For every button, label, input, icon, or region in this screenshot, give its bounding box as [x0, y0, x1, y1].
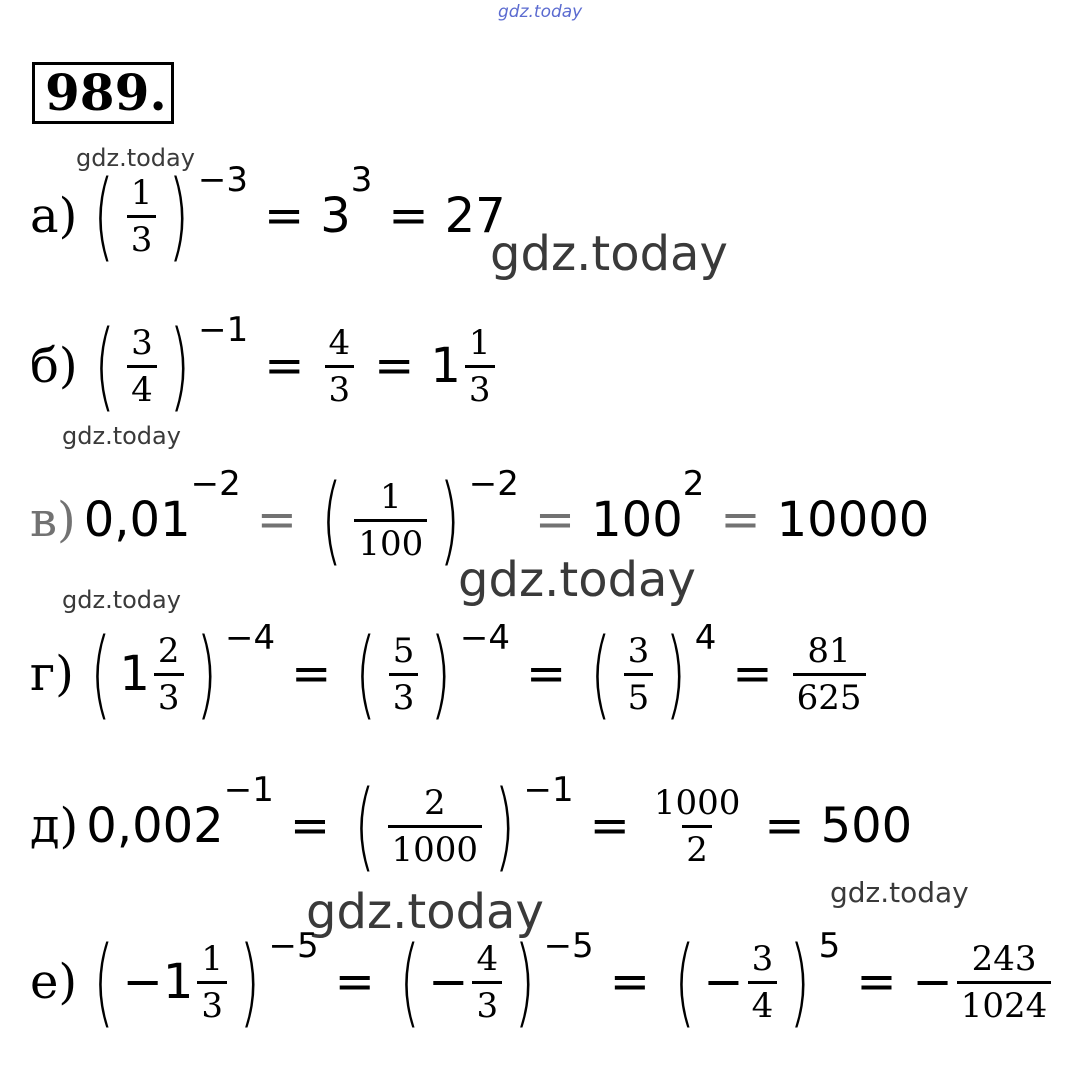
item-label: в) [30, 492, 76, 548]
fraction: $\frac{243}{1024}$ [957, 939, 1052, 1026]
item-label: а) [30, 188, 78, 244]
fraction: $\frac{3}{4}$ [748, 939, 778, 1026]
fraction: $\frac{1}{3}$ [197, 939, 227, 1026]
watermark: gdz.today [62, 422, 181, 450]
watermark-top: gdz.today [498, 2, 583, 22]
fraction: $\frac{5}{3}$ [389, 631, 419, 718]
row-d: д) 0,002 −1 = ( $\frac{2}{1000}$ ) −1 = $\frac{1000}{2}$ = 500 [30, 770, 913, 882]
item-label: е) [30, 954, 78, 1010]
power: ( $\frac{1}{100}$ ) −2 [321, 464, 519, 576]
item-label: б) [30, 338, 78, 394]
watermark: gdz.today [76, 144, 195, 172]
power: ( $\frac{3}{4}$ ) −1 [94, 310, 249, 422]
power: ( $\frac{3}{5}$ ) 4 [590, 618, 717, 730]
watermark: gdz.today [490, 226, 728, 282]
watermark: gdz.today [306, 884, 544, 940]
fraction: $\frac{3}{4}$ [127, 323, 157, 410]
watermark: gdz.today [62, 586, 181, 614]
row-e: е) ( − 1 $\frac{1}{3}$ ) −5 = ( − $\frac{4}{3}$ ) −5 = ( − $\frac{3}{4}$ ) 5 = − $\frac{243}{1024}$ [30, 934, 1055, 1030]
fraction: $\frac{1}{100}$ [354, 477, 427, 564]
problem-number: 989. [32, 62, 174, 124]
fraction: $\frac{2}{1000}$ [388, 783, 483, 870]
power: ( − 1 $\frac{1}{3}$ ) −5 [93, 926, 319, 1038]
item-label: д) [30, 798, 79, 854]
watermark: gdz.today [830, 876, 969, 909]
row-v: в) 0,01 −2 = ( $\frac{1}{100}$ ) −2 = 100 2 = 10000 [30, 464, 930, 576]
row-a: а) ( $\frac{1}{3}$ ) −3 = 3 3 = 27 [30, 160, 506, 272]
row-b: б) ( $\frac{3}{4}$ ) −1 = $\frac{4}{3}$ = 1 $\frac{1}{3}$ [30, 318, 499, 414]
fraction: $\frac{1000}{2}$ [653, 782, 741, 870]
fraction: $\frac{3}{5}$ [624, 631, 654, 718]
fraction: $\frac{1}{3}$ [127, 173, 157, 260]
mixed-number: 1 $\frac{1}{3}$ [430, 323, 498, 410]
fraction: $\frac{81}{625}$ [793, 631, 866, 718]
power: ( $\frac{2}{1000}$ ) −1 [354, 770, 574, 882]
power: ( − $\frac{4}{3}$ ) −5 [399, 926, 594, 1038]
watermark: gdz.today [458, 552, 696, 608]
power: ( $\frac{5}{3}$ ) −4 [355, 618, 510, 730]
row-g: г) ( 1 $\frac{2}{3}$ ) −4 = ( $\frac{5}{3}$ ) −4 = ( $\frac{3}{5}$ ) 4 = $\frac{81}{625}$ [30, 626, 870, 722]
fraction: $\frac{2}{3}$ [154, 631, 184, 718]
fraction: $\frac{4}{3}$ [325, 323, 355, 410]
power: ( − $\frac{3}{4}$ ) 5 [674, 926, 841, 1038]
fraction: $\frac{4}{3}$ [472, 939, 502, 1026]
power: ( 1 $\frac{2}{3}$ ) −4 [90, 618, 276, 730]
power: ( $\frac{1}{3}$ ) −3 [93, 160, 249, 272]
item-label: г) [30, 646, 74, 702]
